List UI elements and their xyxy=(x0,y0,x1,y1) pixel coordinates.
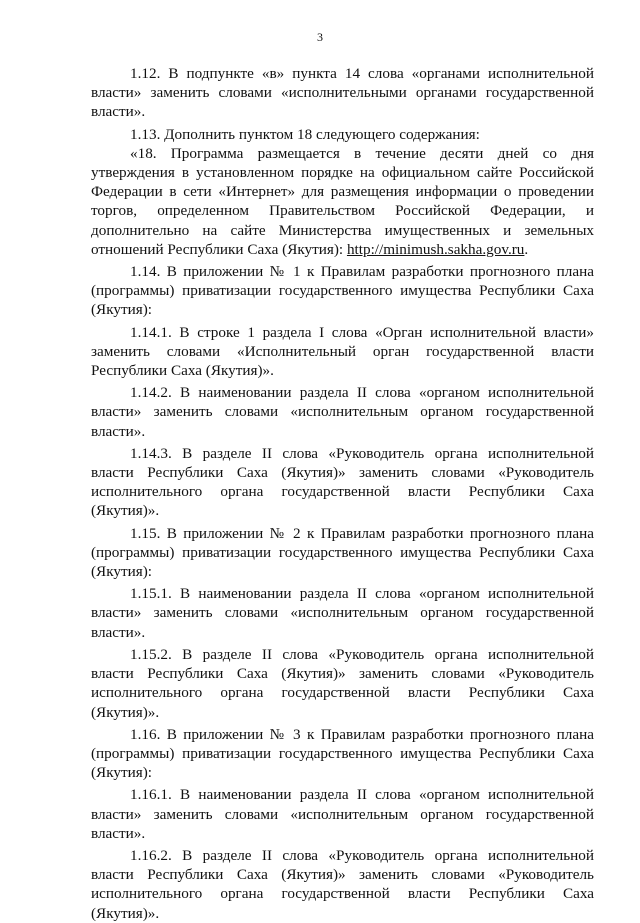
paragraph-18-quote xyxy=(91,144,594,259)
document-body xyxy=(91,64,594,923)
paragraph-1-14-2: 1.14.2. В наименовании раздела II слова «органом исполнительной власти» заменить словами «исполнительным органом государственной власти». xyxy=(91,384,594,440)
paragraph-18-text: «18. Программа размещается в течение десяти дней со дня утверждения в установленном порядке на официальном сайте Российской Федерации в сети «Интернет» для размещения информации о проведении торгов, определенном Правительством Российской Федерации, и дополнительно на сайте Министерства имущественных и земельных отношений Республики Саха (Якутия): xyxy=(91,144,594,258)
paragraph-1-13: 1.13. Дополнить пунктом 18 следующего содержания: xyxy=(130,125,480,143)
paragraph-1-14-1: 1.14.1. В строке 1 раздела I слова «Орган исполнительной власти» заменить словами «Исполнительный орган государственной власти Республики Саха (Якутия)». xyxy=(91,323,594,380)
ministry-website-link[interactable]: http://minimush.sakha.gov.ru xyxy=(346,240,525,258)
paragraph-1-15-2: 1.15.2. В разделе II слова «Руководитель органа исполнительной власти Республики Саха (Якутия)» заменить словами «Руководитель исполнительного органа государственной власти Республики Саха (Якутия)». xyxy=(91,645,594,721)
paragraph-1-14: 1.14. В приложении № 1 к Правилам разработки прогнозного плана (программы) приватизации государственного имущества Республики Саха (Якутия): xyxy=(91,263,594,319)
paragraph-1-15-1: 1.15.1. В наименовании раздела II слова «органом исполнительной власти» заменить словами «исполнительным органом государственной власти». xyxy=(91,585,594,641)
paragraph-1-16-2: 1.16.2. В разделе II слова «Руководитель органа исполнительной власти Республики Саха (Якутия)» заменить словами «Руководитель исполнительного органа государственной власти Республики Саха (Якутия)». xyxy=(91,846,594,922)
page-number: 3 xyxy=(317,30,323,44)
paragraph-1-16: 1.16. В приложении № 3 к Правилам разработки прогнозного плана (программы) приватизации государственного имущества Республики Саха (Якутия): xyxy=(91,725,594,782)
paragraph-1-16-1: 1.16.1. В наименовании раздела II слова «органом исполнительной власти» заменить словами «исполнительным органом государственной власти». xyxy=(91,786,594,842)
paragraph-1-14-3: 1.14.3. В разделе II слова «Руководитель органа исполнительной власти Республики Саха (Якутия)» заменить словами «Руководитель исполнительного органа государственной власти Республики Саха (Якутия)». xyxy=(91,444,594,520)
paragraph-1-12: 1.12. В подпункте «в» пункта 14 слова «органами исполнительной власти» заменить словами «исполнительными органами государственной власти». xyxy=(91,65,594,121)
paragraph-18-suffix: . xyxy=(524,240,529,258)
paragraph-1-15: 1.15. В приложении № 2 к Правилам разработки прогнозного плана (программы) приватизации государственного имущества Республики Саха (Якутия): xyxy=(91,524,594,581)
